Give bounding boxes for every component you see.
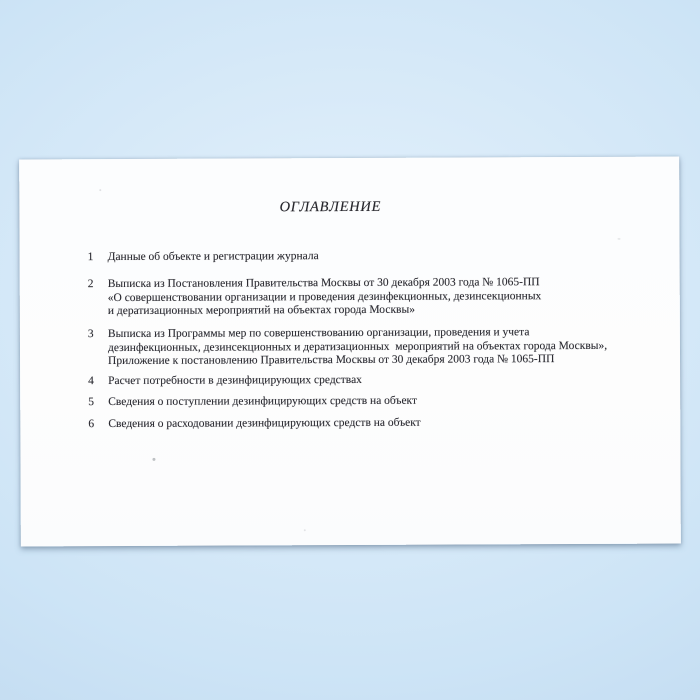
scan-artifact [618,238,621,240]
toc-item-number: 3 [87,328,94,341]
toc-item-2 [88,276,650,319]
toc-item-4 [88,373,650,389]
toc-item-number: 6 [88,418,95,431]
scan-artifact [99,189,101,191]
toc-item-text: Сведения о расходовании дезинфицирующих средств на объект [108,416,421,431]
toc-item-number: 2 [87,278,94,291]
toc-item-text: Расчет потребности в дезинфицирующих средствах [108,373,362,388]
toc-item-number: 5 [88,396,94,409]
toc-item-text: Выписка из Постановления Правительства Москвы от 30 декабря 2003 года № 1065-ПП «О совершенствовании организации и проведения дезинфекционных, дезинсекционных и дератизационных мероприятий на объектах города Москвы» [107,276,542,318]
toc-item-1 [88,249,650,265]
scan-artifact [152,458,155,461]
toc-item-text: Выписка из Программы мер по совершенствованию организации, проведения и учета дезинфекционных, дезинсекционных и дератизационных мероприятий на объектах города Москвы», Приложение к постановлению Правительства Москвы от 30 декабря 2003 года № 1065-ПП [107,326,608,368]
toc-item-3 [88,326,650,369]
toc-item-text: Данные об объекте и регистрации журнала [107,250,319,264]
toc-item-number: 1 [87,251,94,264]
page-title: ОГЛАВЛЕНИЕ [279,198,382,216]
toc-item-5 [88,394,650,410]
scan-artifact [304,529,306,531]
toc-item-text: Сведения о поступлении дезинфицирующих средств на объект [108,394,418,409]
toc-item-number: 4 [88,375,94,388]
toc-item-6 [88,416,650,432]
document-page [19,157,681,547]
